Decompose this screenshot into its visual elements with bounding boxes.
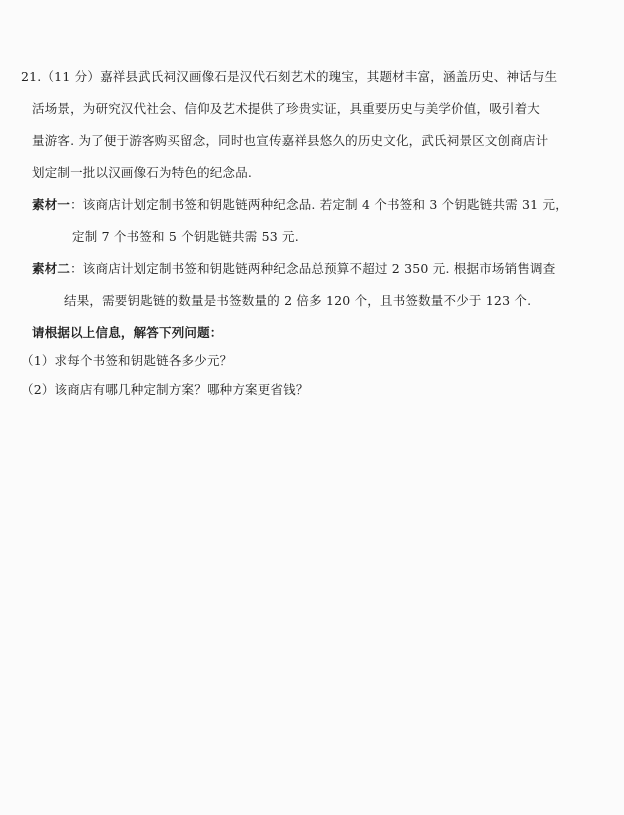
part-two-question: （2）该商店有哪几种定制方案？哪种方案更省钱？ bbox=[21, 382, 309, 397]
question-intro-line-3: 量游客. 为了便于游客购买留念，同时也宣传嘉祥县悠久的历史文化，武氏祠景区文创商店计 bbox=[32, 133, 549, 148]
material-one-text-1: ：该商店计划定制书签和钥匙链两种纪念品. 若定制 4 个书签和 3 个钥匙链共需 31 元， bbox=[70, 197, 568, 212]
material-one-text-2: 定制 7 个书签和 5 个钥匙链共需 53 元. bbox=[72, 229, 299, 244]
material-two-text-1: ：该商店计划定制书签和钥匙链两种纪念品总预算不超过 2 350 元. 根据市场销售调查 bbox=[70, 261, 556, 276]
question-intro-line-1: 嘉祥县武氏祠汉画像石是汉代石刻艺术的瑰宝，其题材丰富，涵盖历史、神话与生 bbox=[100, 69, 558, 84]
part-one-question: （1）求每个书签和钥匙链各多少元？ bbox=[21, 353, 233, 368]
material-one-label: 素材一 bbox=[32, 197, 71, 212]
question-header-line bbox=[21, 69, 557, 85]
material-two-label: 素材二 bbox=[32, 261, 71, 276]
material-two-text-2: 结果，需要钥匙链的数量是书签数量的 2 倍多 120 个，且书签数量不少于 123 个. bbox=[64, 293, 532, 308]
material-two-line-1 bbox=[32, 261, 555, 277]
question-intro-line-4: 划定制一批以汉画像石为特色的纪念品. bbox=[32, 165, 253, 180]
question-intro-line-2: 活场景，为研究汉代社会、信仰及艺术提供了珍贵实证，具重要历史与美学价值，吸引着大 bbox=[32, 101, 541, 116]
instruction-text: 请根据以上信息，解答下列问题： bbox=[32, 325, 223, 340]
material-one-line-1 bbox=[32, 197, 568, 213]
question-number: 21. bbox=[21, 69, 42, 84]
question-score: （11 分） bbox=[41, 69, 101, 84]
